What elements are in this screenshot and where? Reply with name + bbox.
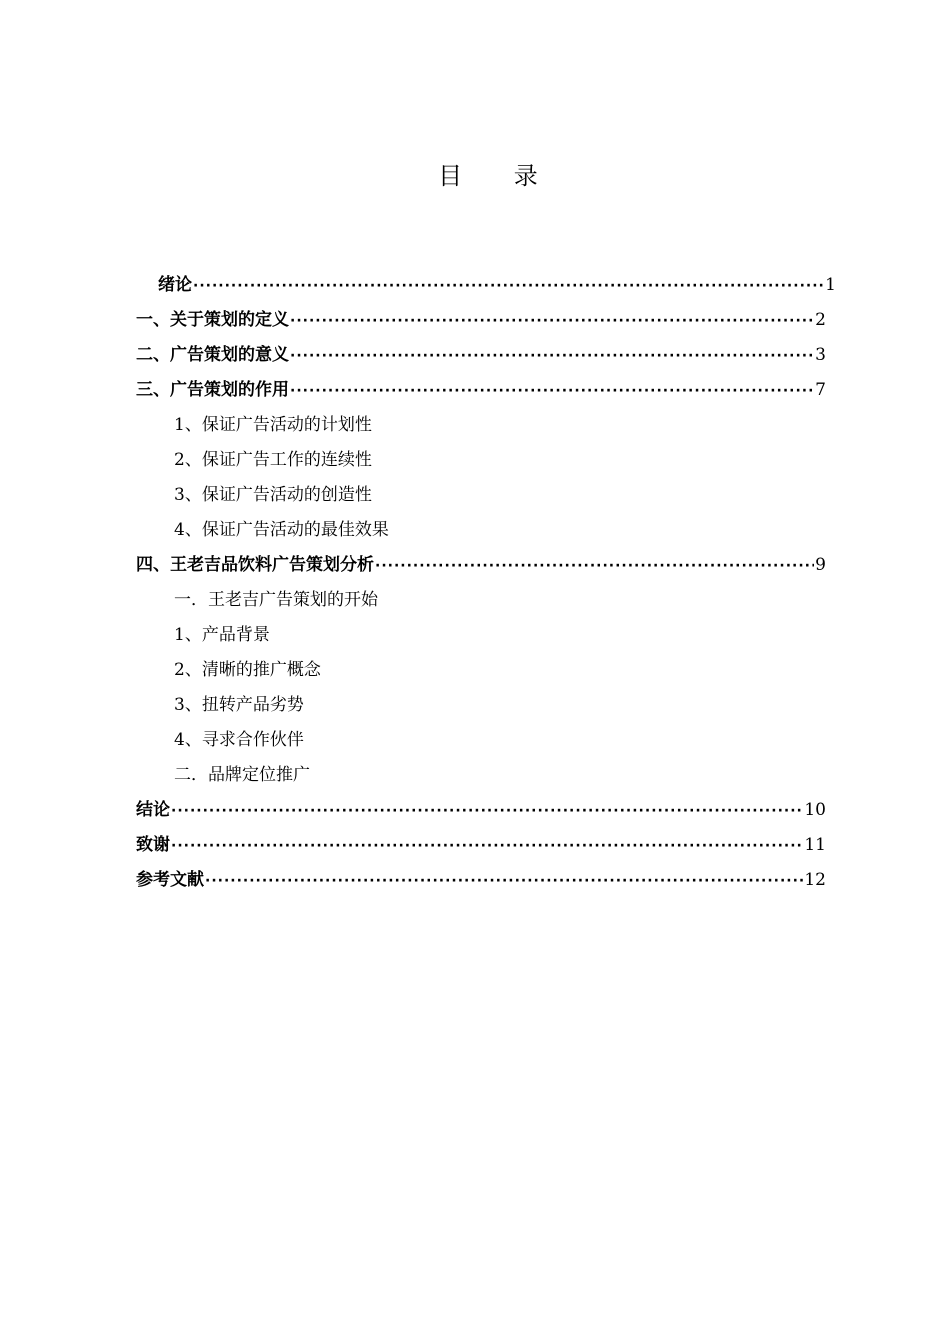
table-of-contents — [136, 268, 836, 898]
toc-entry[interactable] — [136, 863, 826, 898]
toc-entry[interactable] — [136, 338, 826, 373]
toc-title: 目 录 — [438, 162, 560, 190]
toc-entry[interactable] — [136, 303, 826, 338]
toc-subentry-label: 2、保证广告工作的连续性 — [174, 450, 372, 470]
toc-subentry-label: 1、保证广告活动的计划性 — [174, 415, 372, 435]
toc-subentry[interactable] — [136, 478, 836, 513]
toc-entry[interactable] — [136, 373, 826, 408]
dot-leader — [290, 304, 814, 339]
toc-subentry[interactable] — [136, 618, 836, 653]
dot-leader — [193, 269, 824, 304]
toc-page-number: 10 — [804, 800, 826, 820]
toc-subentry-label: 一．王老吉广告策划的开始 — [174, 590, 378, 610]
toc-entry-label: 二、广告策划的意义 — [136, 345, 289, 365]
toc-entry[interactable] — [136, 268, 836, 303]
dot-leader — [171, 829, 803, 864]
toc-subentry-label: 4、寻求合作伙伴 — [174, 730, 304, 750]
toc-page-number: 9 — [815, 555, 826, 575]
dot-leader — [290, 374, 814, 409]
toc-subentry[interactable] — [136, 688, 836, 723]
toc-subentry[interactable] — [136, 443, 836, 478]
toc-subentry-label: 1、产品背景 — [174, 625, 270, 645]
toc-entry-label: 三、广告策划的作用 — [136, 380, 289, 400]
toc-page-number: 12 — [804, 870, 826, 890]
toc-entry-label: 参考文献 — [136, 870, 204, 890]
toc-entry-label: 一、关于策划的定义 — [136, 310, 289, 330]
toc-page-number: 3 — [815, 345, 826, 365]
toc-subentry[interactable] — [136, 653, 836, 688]
toc-page-number: 1 — [825, 275, 836, 295]
dot-leader — [375, 549, 814, 584]
toc-subentry-label: 4、保证广告活动的最佳效果 — [174, 520, 389, 540]
toc-page-number: 2 — [815, 310, 826, 330]
toc-entry-label: 致谢 — [136, 835, 170, 855]
toc-entry[interactable] — [136, 793, 826, 828]
dot-leader — [290, 339, 814, 374]
toc-entry[interactable] — [136, 548, 826, 583]
toc-subentry-label: 二．品牌定位推广 — [174, 765, 310, 785]
toc-subentry[interactable] — [136, 583, 836, 618]
toc-page-number: 7 — [815, 380, 826, 400]
toc-entry-label: 绪论 — [158, 275, 192, 295]
toc-subentry[interactable] — [136, 758, 836, 793]
toc-entry-label: 四、王老吉品饮料广告策划分析 — [136, 555, 374, 575]
dot-leader — [205, 864, 803, 899]
toc-subentry[interactable] — [136, 723, 836, 758]
toc-subentry-label: 3、保证广告活动的创造性 — [174, 485, 372, 505]
toc-entry[interactable] — [136, 828, 826, 863]
toc-subentry-label: 3、扭转产品劣势 — [174, 695, 304, 715]
dot-leader — [171, 794, 803, 829]
toc-subentry[interactable] — [136, 513, 836, 548]
toc-page-number: 11 — [804, 835, 826, 855]
toc-subentry-label: 2、清晰的推广概念 — [174, 660, 321, 680]
toc-subentry[interactable] — [136, 408, 836, 443]
toc-entry-label: 结论 — [136, 800, 170, 820]
